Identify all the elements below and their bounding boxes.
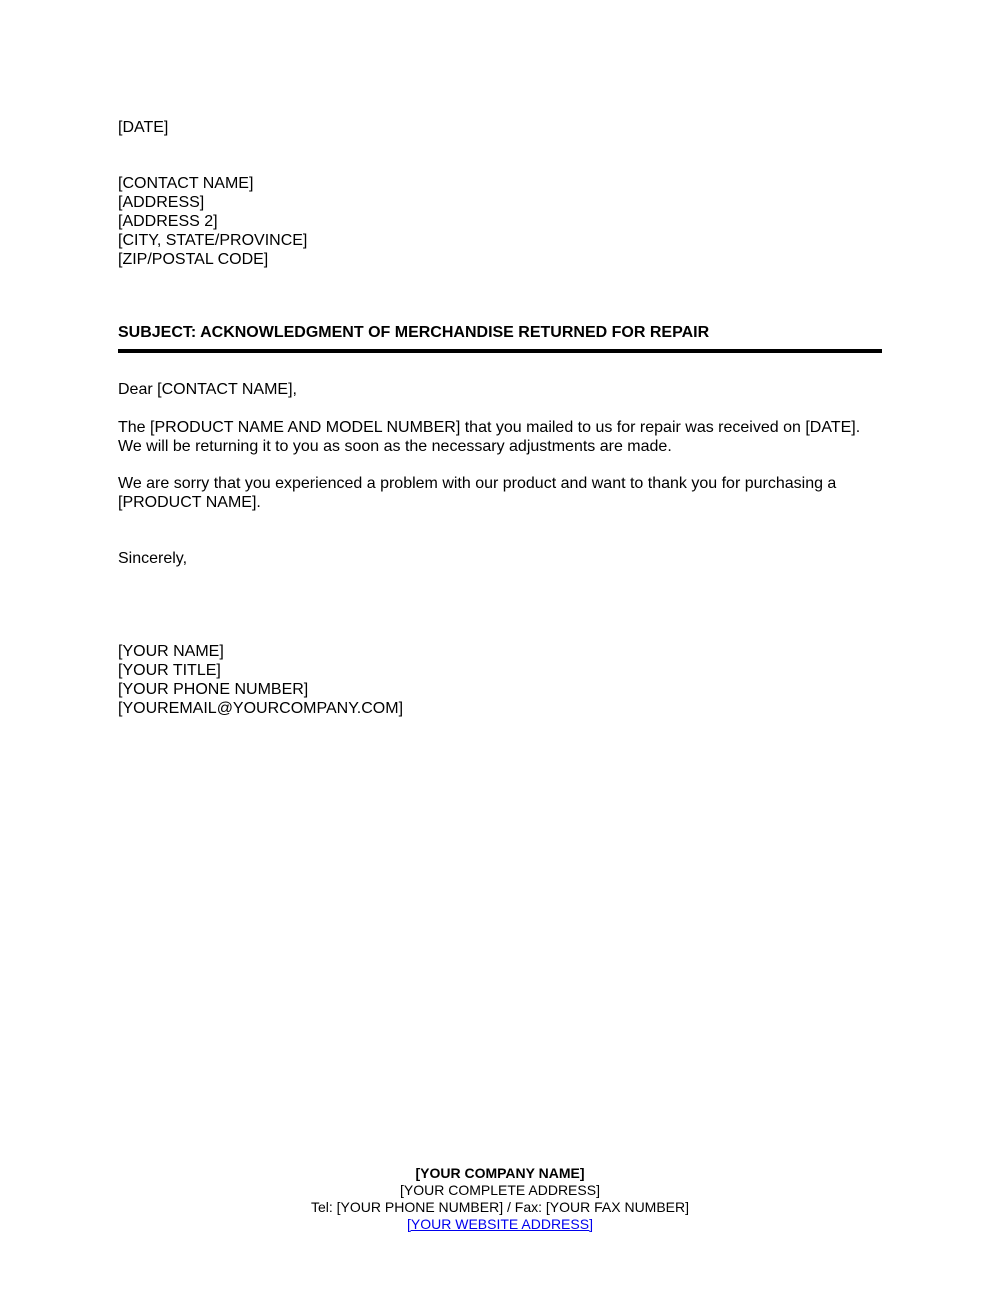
footer-company-name: [YOUR COMPANY NAME] [415,1165,585,1181]
recipient-address-block [118,174,888,269]
footer-contact: Tel: [YOUR PHONE NUMBER] / Fax: [YOUR FAX NUMBER] [310,1199,690,1215]
recipient-city-state: [CITY, STATE/PROVINCE] [118,232,308,249]
salutation [118,380,888,399]
closing-text: Sincerely, [118,550,188,567]
subject-divider [118,349,882,353]
subject-line: SUBJECT: ACKNOWLEDGMENT OF MERCHANDISE RETURNED FOR REPAIR [118,324,710,341]
paragraph-2-line-1: We are sorry that you experienced a problem with our product and want to thank you for purchasing a [118,475,837,492]
signature-block [118,642,888,718]
footer-website-link[interactable]: [YOUR WEBSITE ADDRESS] [407,1216,593,1232]
body-paragraph-1 [118,418,888,456]
paragraph-1-line-2: We will be returning it to you as soon as the necessary adjustments are made. [118,438,672,455]
recipient-zip: [ZIP/POSTAL CODE] [118,251,269,268]
body-paragraph-2 [118,474,888,512]
recipient-address: [ADDRESS] [118,194,205,211]
closing [118,549,888,568]
salutation-text: Dear [CONTACT NAME], [118,381,297,398]
recipient-contact-name: [CONTACT NAME] [118,175,254,192]
footer-address: [YOUR COMPLETE ADDRESS] [400,1182,600,1198]
date-text: [DATE] [118,119,169,136]
signature-title: [YOUR TITLE] [118,662,221,679]
recipient-address-2: [ADDRESS 2] [118,213,218,230]
letter-date [118,118,888,137]
signature-name: [YOUR NAME] [118,643,224,660]
signature-phone: [YOUR PHONE NUMBER] [118,681,309,698]
paragraph-1-line-1: The [PRODUCT NAME AND MODEL NUMBER] that you mailed to us for repair was received on [DATE]. [118,419,861,436]
company-footer [0,1165,1000,1233]
signature-email: [YOUREMAIL@YOURCOMPANY.COM] [118,700,404,717]
paragraph-2-line-2: [PRODUCT NAME]. [118,494,261,511]
